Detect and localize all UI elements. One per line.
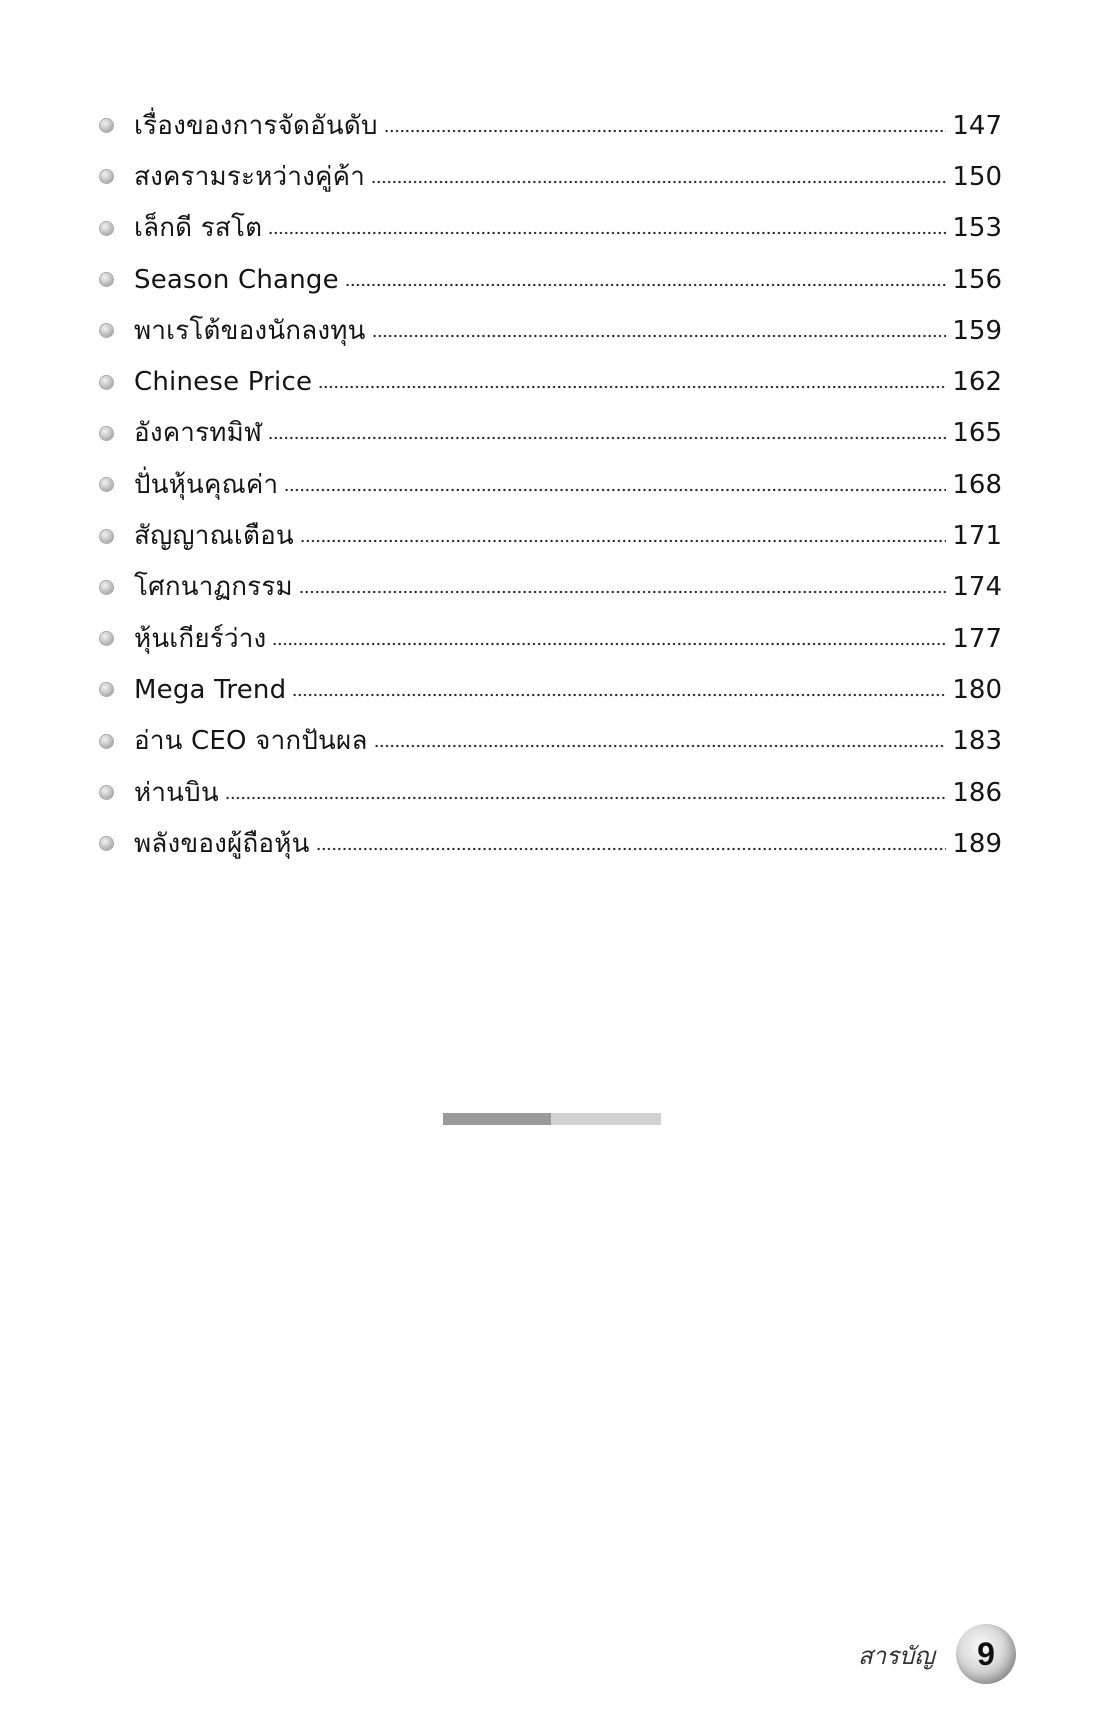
bullet-icon (100, 119, 113, 132)
toc-entry-title: หุ้นเกียร์ว่าง (134, 623, 267, 654)
toc-entry-title: เล็กดี รสโต (134, 213, 263, 244)
dot-leader (272, 642, 946, 646)
dot-leader (371, 180, 946, 184)
dot-leader (225, 796, 947, 800)
bullet-icon (100, 735, 113, 748)
toc-entry-title: โศกนาฏกรรม (134, 572, 293, 603)
bullet-icon (100, 478, 113, 491)
bullet-icon (100, 427, 113, 440)
toc-entry-page: 177 (952, 623, 1002, 654)
toc-entry (100, 151, 1002, 202)
toc-entry (100, 356, 1002, 407)
toc-entry-title: Chinese Price (134, 367, 313, 398)
toc-entry (100, 459, 1002, 510)
toc-entry (100, 818, 1002, 869)
bullet-icon (100, 581, 113, 594)
toc-entry-page: 168 (952, 469, 1002, 500)
dot-leader (268, 436, 946, 440)
divider-dark-segment (443, 1113, 551, 1125)
dot-leader (299, 590, 947, 594)
toc-entry-page: 153 (952, 213, 1002, 244)
toc-entry-page: 162 (952, 367, 1002, 398)
toc-entry (100, 767, 1002, 818)
dot-leader (284, 488, 946, 492)
bullet-icon (100, 632, 113, 645)
bullet-icon (100, 324, 113, 337)
bullet-icon (100, 837, 113, 850)
toc-entry (100, 305, 1002, 356)
toc-entry-page: 171 (952, 521, 1002, 552)
toc-entry (100, 254, 1002, 305)
dot-leader (345, 283, 947, 287)
toc-entry-title: เรื่องของการจัดอันดับ (134, 110, 378, 141)
toc-entry (100, 100, 1002, 151)
toc-entry-page: 183 (952, 726, 1002, 757)
toc-entry-title: อังคารทมิฬ (134, 418, 262, 449)
divider-light-segment (551, 1113, 661, 1125)
toc-entry-page: 165 (952, 418, 1002, 449)
toc-entry (100, 716, 1002, 767)
toc-entry-page: 189 (952, 828, 1002, 859)
page-number-badge (956, 1624, 1016, 1684)
bullet-icon (100, 786, 113, 799)
dot-leader (372, 334, 947, 338)
toc-entry-title: Mega Trend (134, 674, 287, 705)
toc-entry-page: 174 (952, 572, 1002, 603)
section-divider (443, 1113, 661, 1125)
toc-entry (100, 203, 1002, 254)
table-of-contents (100, 100, 1002, 869)
toc-entry (100, 664, 1002, 715)
toc-entry-page: 156 (952, 264, 1002, 295)
bullet-icon (100, 530, 113, 543)
toc-entry-title: ปั่นหุ้นคุณค่า (134, 469, 279, 500)
dot-leader (318, 385, 946, 389)
page-number: 9 (977, 1636, 995, 1672)
dot-leader (384, 129, 947, 133)
dot-leader (292, 693, 946, 697)
footer-section-label: สารบัญ (858, 1642, 935, 1670)
toc-entry-page: 150 (952, 161, 1002, 192)
toc-entry (100, 562, 1002, 613)
dot-leader (300, 539, 947, 543)
toc-entry (100, 613, 1002, 664)
toc-entry-title: อ่าน CEO จากปันผล (134, 726, 368, 757)
toc-entry-title: สัญญาณเตือน (134, 521, 294, 552)
bullet-icon (100, 683, 113, 696)
toc-entry-title: สงครามระหว่างคู่ค้า (134, 161, 366, 192)
toc-entry (100, 510, 1002, 561)
dot-leader (268, 231, 946, 235)
bullet-icon (100, 222, 113, 235)
toc-entry-title: พาเรโต้ของนักลงทุน (134, 315, 366, 346)
toc-entry-title: พลังของผู้ถือหุ้น (134, 828, 310, 859)
toc-entry-page: 186 (952, 777, 1002, 808)
toc-entry-page: 180 (952, 674, 1002, 705)
dot-leader (316, 847, 947, 851)
toc-entry-page: 147 (952, 110, 1002, 141)
dot-leader (374, 744, 947, 748)
toc-entry-page: 159 (952, 315, 1002, 346)
toc-entry-title: ห่านบิน (134, 777, 219, 808)
toc-entry (100, 408, 1002, 459)
bullet-icon (100, 376, 113, 389)
bullet-icon (100, 170, 113, 183)
toc-entry-title: Season Change (134, 264, 339, 295)
bullet-icon (100, 273, 113, 286)
